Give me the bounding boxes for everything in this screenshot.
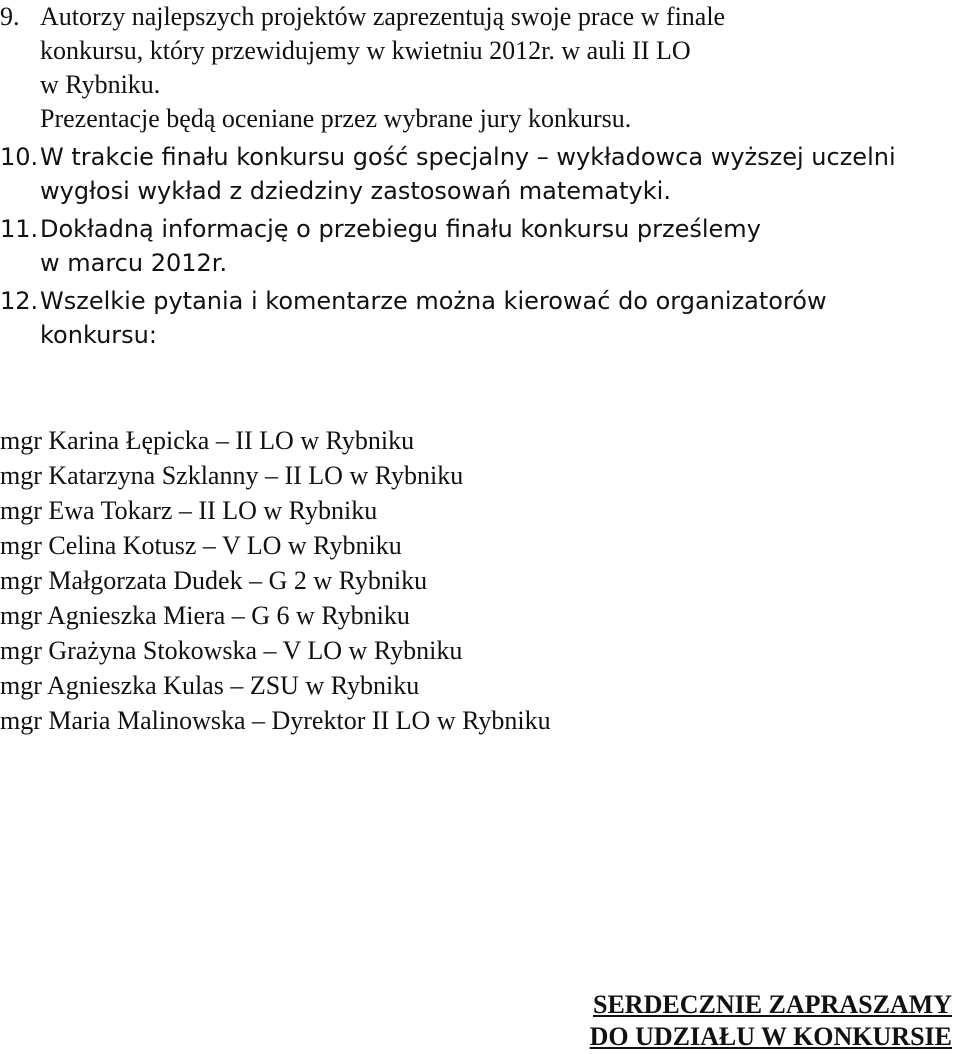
- organizer-line-3: mgr Ewa Tokarz – II LO w Rybniku: [0, 496, 378, 525]
- organizer-line-7: mgr Grażyna Stokowska – V LO w Rybniku: [0, 636, 463, 665]
- closing-line-2: DO UDZIAŁU W KONKURSIE: [589, 1022, 952, 1051]
- item-11-number: 11.: [0, 215, 39, 243]
- organizer-line-6: mgr Agnieszka Miera – G 6 w Rybniku: [0, 601, 410, 630]
- item-11-text-1: Dokładną informację o przebiegu finału konkursu prześlemy: [40, 215, 761, 243]
- organizer-line-5: mgr Małgorzata Dudek – G 2 w Rybniku: [0, 566, 428, 595]
- organizer-line-4: mgr Celina Kotusz – V LO w Rybniku: [0, 531, 402, 560]
- item-9-text-4: Prezentacje będą oceniane przez wybrane jury konkursu.: [40, 104, 632, 133]
- item-9-text-2: konkursu, który przewidujemy w kwietniu 2012r. w auli II LO: [40, 36, 691, 65]
- item-9-text-1: Autorzy najlepszych projektów zaprezentują swoje prace w finale: [40, 2, 726, 31]
- item-12-text-2: konkursu:: [40, 321, 157, 349]
- item-9-number: 9.: [0, 2, 20, 31]
- organizer-line-9: mgr Maria Malinowska – Dyrektor II LO w Rybniku: [0, 706, 551, 735]
- organizer-line-1: mgr Karina Łępicka – II LO w Rybniku: [0, 426, 415, 455]
- item-11-text-2: w marcu 2012r.: [40, 249, 228, 277]
- item-9-text-3: w Rybniku.: [40, 70, 161, 99]
- item-12-number: 12.: [0, 287, 39, 315]
- organizer-line-2: mgr Katarzyna Szklanny – II LO w Rybniku: [0, 461, 464, 490]
- closing-line-1: SERDECZNIE ZAPRASZAMY: [593, 990, 952, 1019]
- item-10-text-1: W trakcie finału konkursu gość specjalny – wykładowca wyższej uczelni: [40, 143, 896, 171]
- item-12-text-1: Wszelkie pytania i komentarze można kierować do organizatorów: [40, 287, 827, 315]
- organizer-line-8: mgr Agnieszka Kulas – ZSU w Rybniku: [0, 671, 420, 700]
- item-10-text-2: wygłosi wykład z dziedziny zastosowań matematyki.: [40, 177, 671, 205]
- item-10-number: 10.: [0, 143, 39, 171]
